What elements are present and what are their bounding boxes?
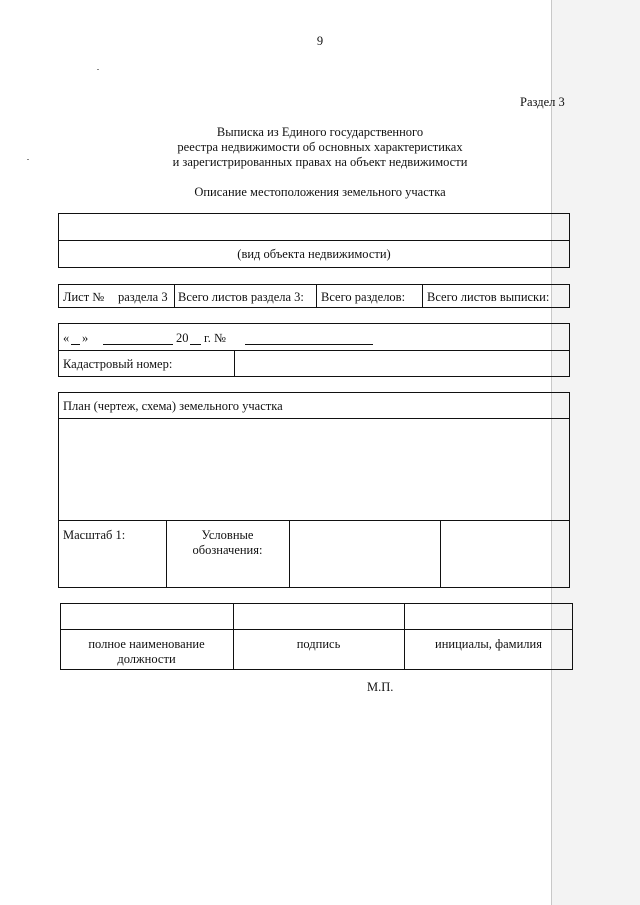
name-caption: инициалы, фамилия: [435, 637, 542, 651]
document-subtitle: Описание местоположения земельного участка: [194, 185, 446, 199]
number-label: г. №: [204, 331, 226, 345]
divider: [422, 284, 423, 308]
sheet-number-label: Лист №: [63, 290, 105, 304]
scale-label: Масштаб 1:: [63, 528, 126, 542]
date-quote-close: »: [82, 331, 89, 345]
scan-speck: [27, 159, 29, 160]
legend-label-line-1: Условные: [201, 528, 254, 542]
divider: [58, 418, 570, 419]
page-number: 9: [316, 34, 324, 48]
position-caption-line-1: полное наименование: [88, 637, 205, 651]
divider: [58, 240, 570, 241]
legend-label-line-2: обозначения:: [192, 543, 263, 557]
stamp-label: М.П.: [367, 680, 394, 694]
position-caption-line-2: должности: [117, 652, 176, 666]
total-sheets-section-label: Всего листов раздела 3:: [178, 290, 304, 304]
divider: [174, 284, 175, 308]
divider: [440, 520, 441, 588]
document-title-line-2: реестра недвижимости об основных характеристиках: [177, 140, 463, 154]
year-prefix: 20: [176, 331, 189, 345]
document-title-line-3: и зарегистрированных правах на объект недвижимости: [172, 155, 468, 169]
document-title-line-1: Выписка из Единого государственного: [216, 125, 424, 139]
divider: [234, 350, 235, 377]
cadastral-number-label: Кадастровый номер:: [63, 357, 173, 371]
scan-speck: [97, 69, 99, 70]
day-blank: [71, 344, 80, 345]
section-label: Раздел 3: [520, 95, 565, 109]
divider: [60, 629, 573, 630]
divider: [316, 284, 317, 308]
month-blank: [103, 344, 173, 345]
object-type-caption: (вид объекта недвижимости): [237, 247, 391, 261]
divider: [58, 350, 570, 351]
total-sections-label: Всего разделов:: [321, 290, 406, 304]
divider: [58, 520, 570, 521]
plan-header: План (чертеж, схема) земельного участка: [63, 399, 283, 413]
total-sheets-extract-label: Всего листов выписки:: [427, 290, 550, 304]
date-quote-open: «: [63, 331, 70, 345]
plan-box: [58, 392, 570, 588]
divider: [289, 520, 290, 588]
year-blank: [190, 344, 201, 345]
signature-caption: подпись: [296, 637, 341, 651]
number-blank: [245, 344, 373, 345]
section-number-label: раздела 3: [118, 290, 168, 304]
